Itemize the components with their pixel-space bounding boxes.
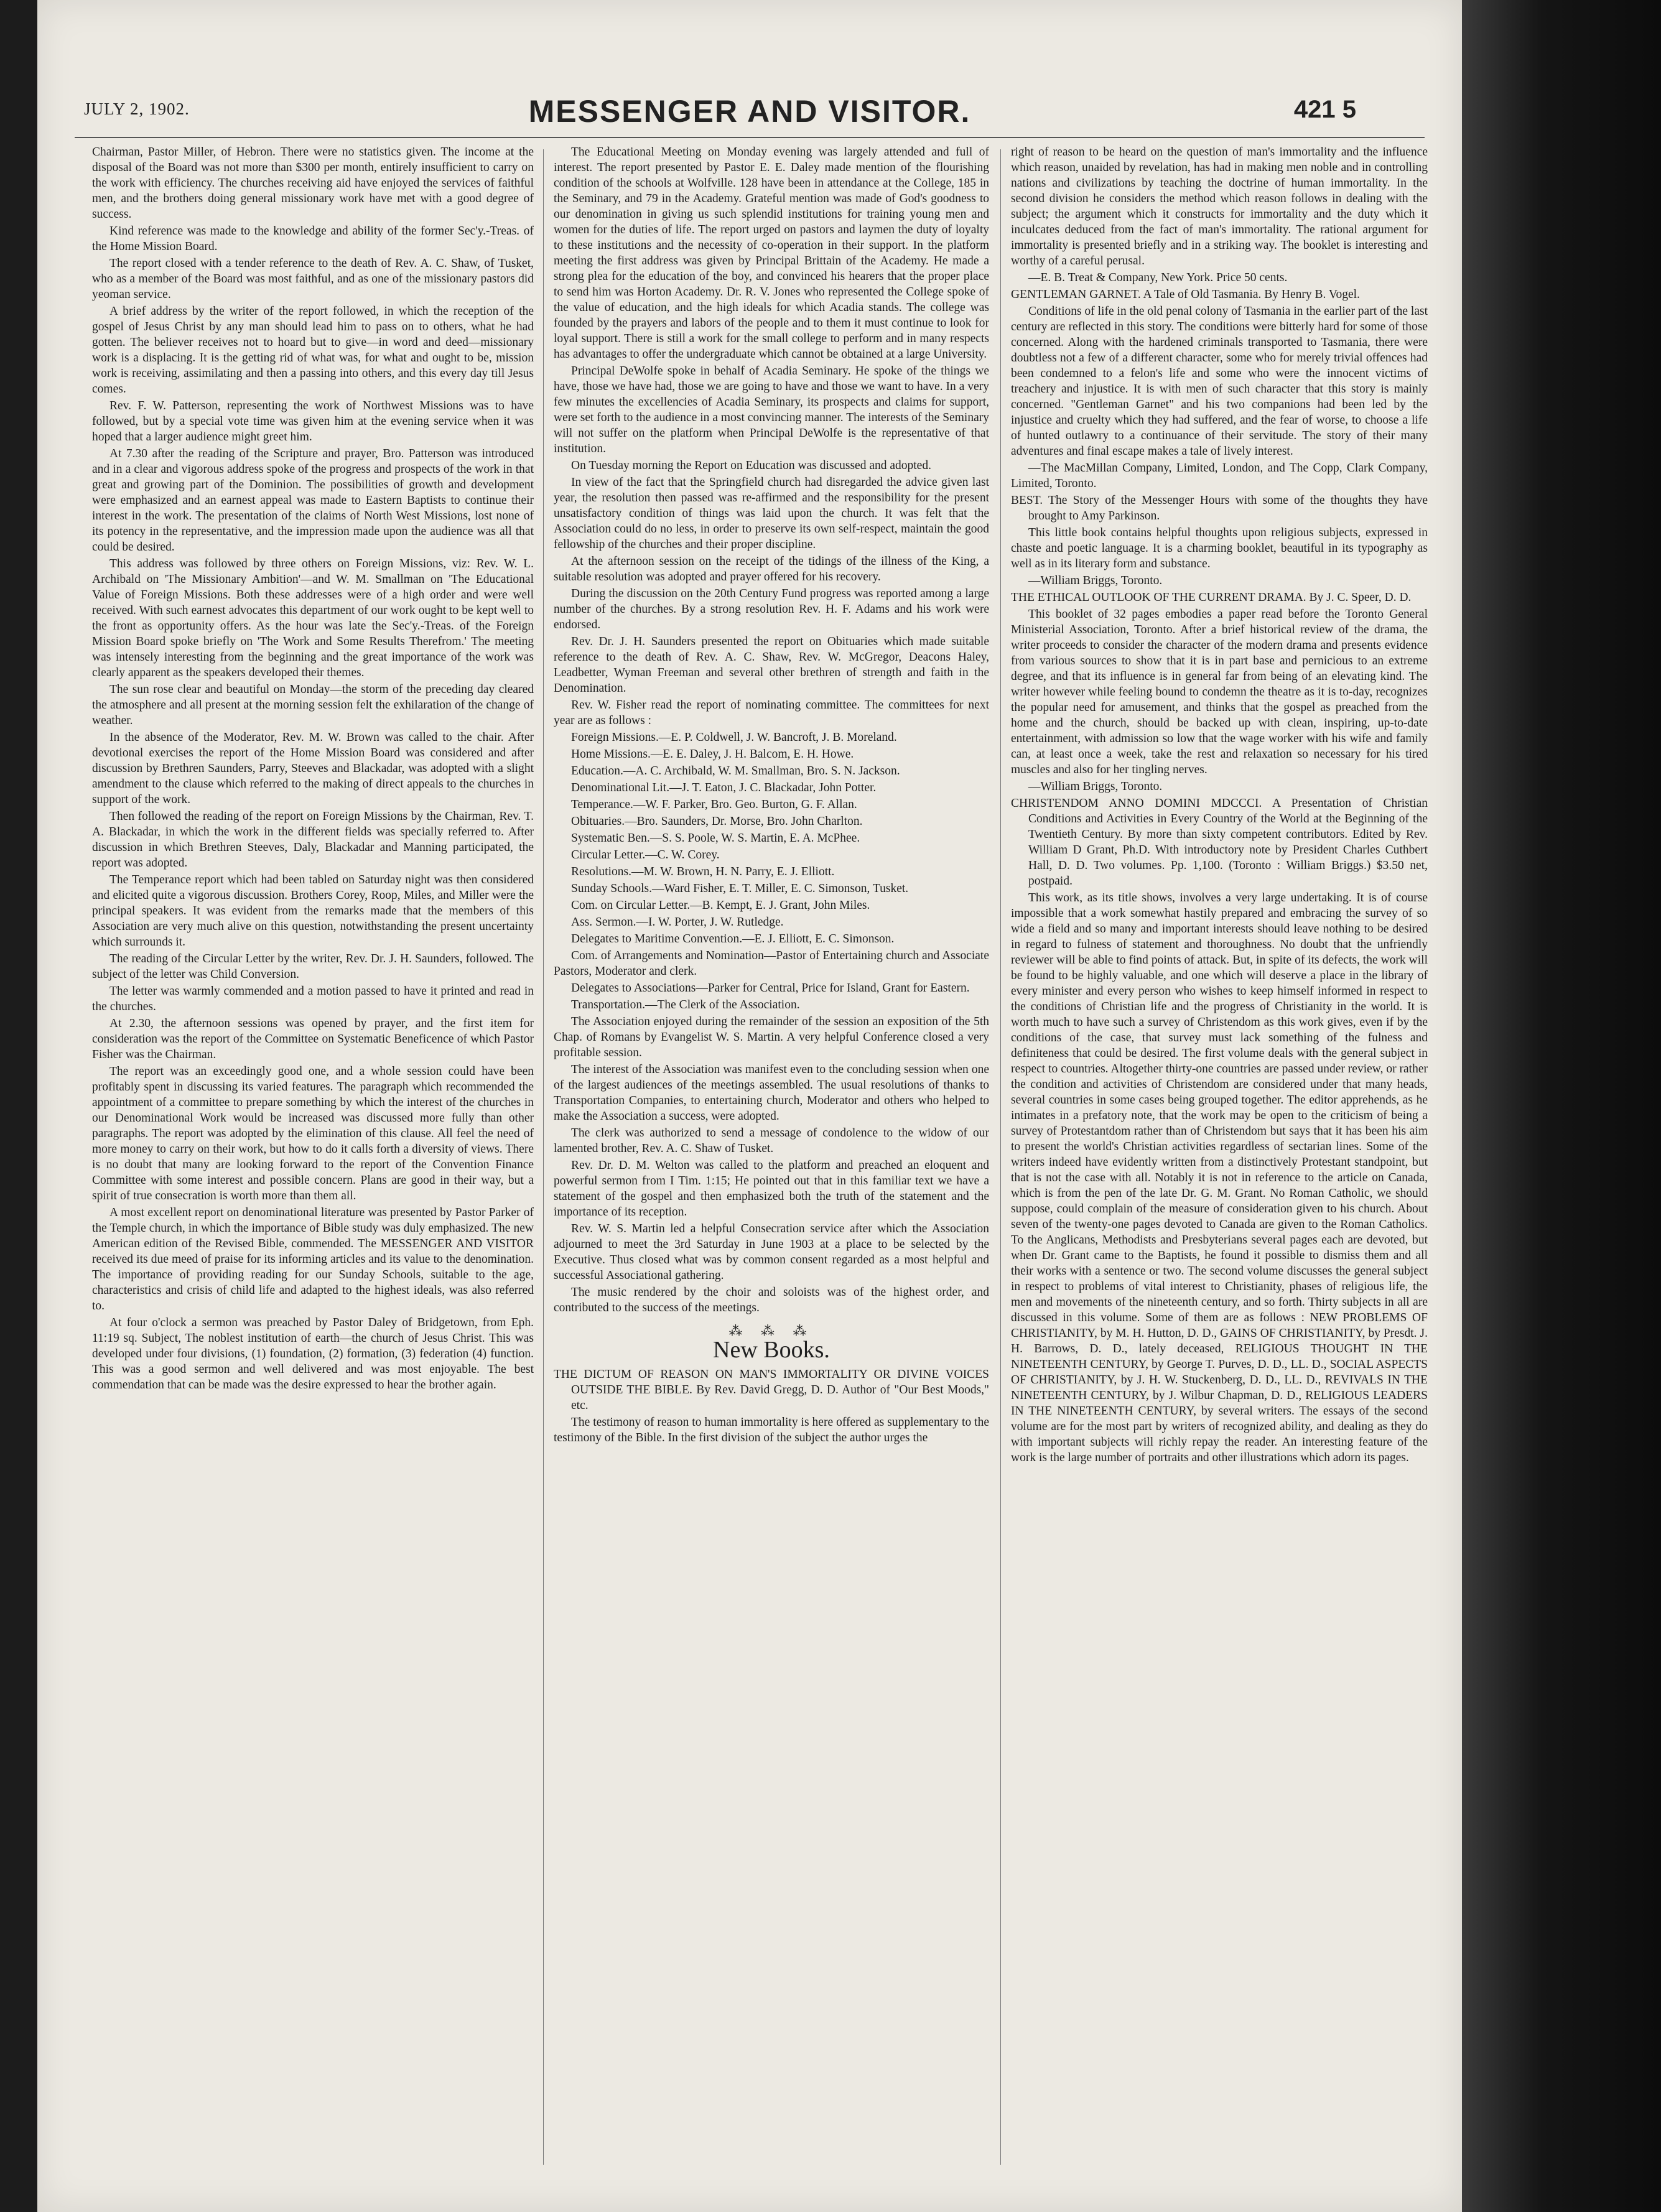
article-paragraph: The reading of the Circular Letter by the writer, Rev. Dr. J. H. Saunders, followed. The subject of the letter was Child Conversion. [92, 952, 534, 981]
scan-edge [1462, 0, 1661, 2212]
column-3 [1011, 144, 1428, 2197]
article-paragraph: GENTLEMAN GARNET. A Tale of Old Tasmania. By Henry B. Vogel. [1011, 288, 1360, 301]
article-paragraph: This little book contains helpful thoughts upon religious subjects, expressed in chaste and poetic language. It is a charming booklet, beautiful in its typography as well as in its literary form and substance. [1011, 526, 1428, 570]
article-paragraph: CHRISTENDOM ANNO DOMINI MDCCCI. A Presentation of Christian Conditions and Activities in Every Country of the World at the Beginning of the Twentieth Century. By more than sixty competent contributors. Edited by Rev. William D Grant, Ph.D. With introductory note by President Charles Cuthbert Hall, D. D. Two volumes. Pp. 1,100. (Toronto : William Briggs.) $3.50 net, postpaid. [1011, 797, 1428, 888]
article-paragraph: Systematic Ben.—S. S. Poole, W. S. Martin, E. A. McPhee. [571, 832, 860, 845]
article-paragraph: Circular Letter.—C. W. Corey. [571, 848, 720, 862]
article-paragraph: Temperance.—W. F. Parker, Bro. Geo. Burton, G. F. Allan. [571, 798, 857, 811]
article-paragraph: Delegates to Associations—Parker for Central, Price for Island, Grant for Eastern. [571, 982, 970, 995]
article-paragraph: In the absence of the Moderator, Rev. M. W. Brown was called to the chair. After devotional exercises the report of the Home Mission Board was considered and after discussion by Brethren Saunders, Parry, Steeves and Blackadar, was adopted with a slight amendment to the clause which referred to the making of direct appeals to the churches in support of the work. [92, 731, 534, 806]
article-paragraph: Conditions of life in the old penal colony of Tasmania in the earlier part of the last century are reflected in this story. The conditions were bitterly hard for some of those concerned. Along with the hardened criminals transported to Tasmania, there were doubtless not a few of a different character, some who for merely trivial offences had been condemned to a felon's life and some who were the innocent victims of treachery and injustice. It is with men of such character that this story is mainly concerned. "Gentleman Garnet" and his two companions had been led by the injustice and cruelty which they had suffered, and the fear of worse, to choose a life of hunted outlawry to a continuance of their servitude. The story of their many adventures and final escape makes a tale of lively interest. [1011, 305, 1428, 458]
article-paragraph: Rev. Dr. D. M. Welton was called to the platform and preached an eloquent and powerful sermon from I Tim. 1:15; He pointed out that in this familiar text we have a statement of the gospel and then emphasized both the truth of the statement and the importance of its reception. [554, 1159, 989, 1219]
article-paragraph: Com. of Arrangements and Nomination—Pastor of Entertaining church and Associate Pastors, Moderator and clerk. [554, 949, 989, 978]
masthead-title: MESSENGER AND VISITOR. [528, 94, 971, 129]
article-paragraph: The Association enjoyed during the remainder of the session an exposition of the 5th Chap. of Romans by Evangelist W. S. Martin. A very helpful Conference closed a very profitable session. [554, 1015, 989, 1059]
article-paragraph: —William Briggs, Toronto. [1028, 780, 1163, 793]
column-divider [543, 149, 544, 2165]
article-paragraph: Rev. W. Fisher read the report of nominating committee. The committees for next year are as follows : [554, 699, 989, 727]
column-2 [554, 144, 989, 2197]
ornament-divider: ⁂ ⁂ ⁂ [728, 1323, 814, 1339]
article-paragraph: —E. B. Treat & Company, New York. Price 50 cents. [1028, 271, 1288, 284]
newspaper-page [37, 0, 1462, 2212]
article-paragraph: At four o'clock a sermon was preached by Pastor Daley of Bridgetown, from Eph. 11:19 sq. Subject, The noblest institution of earth—the church of Jesus Christ. This was developed under four divisions, (1) foundation, (2) formation, (3) federation (4) function. This was a good sermon and well delivered and was most enjoyable. The best commendation that can be made was the desire expressed to hear the brother again. [92, 1316, 534, 1392]
header-rule [75, 137, 1425, 138]
article-paragraph: BEST. The Story of the Messenger Hours with some of the thoughts they have brought to Amy Parkinson. [1011, 494, 1428, 523]
column-1 [92, 144, 534, 2197]
article-paragraph: Rev. W. S. Martin led a helpful Consecration service after which the Association adjourned to meet the 3rd Saturday in June 1903 at a place to be selected by the Executive. Thus closed what was by common consent regarded as a most helpful and successful Associational gathering. [554, 1222, 989, 1282]
article-paragraph: The music rendered by the choir and soloists was of the highest order, and contributed to the success of the meetings. [554, 1286, 989, 1314]
new-books-heading: New Books. [713, 1337, 830, 1363]
article-paragraph: Home Missions.—E. E. Daley, J. H. Balcom, E. H. Howe. [571, 748, 854, 761]
article-paragraph: At 2.30, the afternoon sessions was opened by prayer, and the first item for consideration was the report of the Committee on Systematic Beneficence of which Pastor Fisher was the Chairman. [92, 1017, 534, 1061]
article-paragraph: right of reason to be heard on the question of man's immortality and the influence which reason, unaided by revelation, has had in making men noble and in controlling nations and civilizations by teaching the doctrine of human immortality. In the second division he considers the method which reason follows in dealing with the subject; the argument which it constructs for immortality and the duty which it inculcates deduced from the fact of man's immortality. The rational argument for immortality is presented briefly and in a striking way. The booklet is interesting and worthy of a careful perusal. [1011, 146, 1428, 267]
article-paragraph: Rev. Dr. J. H. Saunders presented the report on Obituaries which made suitable reference to the death of Rev. A. C. Shaw, Rev. W. McGregor, Deacons Haley, Leadbetter, Wyman Freeman and several other brethren of strength and faith in the Denomination. [554, 635, 989, 695]
book-review-paragraph: The testimony of reason to human immortality is here offered as supplementary to the testimony of the Bible. In the first division of the subject the author urges the [554, 1416, 989, 1444]
article-paragraph: Transportation.—The Clerk of the Association. [571, 998, 800, 1011]
article-paragraph: The letter was warmly commended and a motion passed to have it printed and read in the churches. [92, 985, 534, 1013]
article-paragraph: Chairman, Pastor Miller, of Hebron. There were no statistics given. The income at the disposal of the Board was not more than $300 per month, entirely insufficient to carry on the work with efficiency. The churches receiving aid have enjoyed the services of faithful men, and the brothers doing general missionary work have met with a good degree of success. [92, 146, 534, 221]
page-header [37, 93, 1462, 131]
article-paragraph: The sun rose clear and beautiful on Monday—the storm of the preceding day cleared the atmosphere and all present at the morning session felt the exhilaration of the change of weather. [92, 683, 534, 727]
article-paragraph: Resolutions.—M. W. Brown, H. N. Parry, E. J. Elliott. [571, 865, 835, 878]
article-paragraph: Principal DeWolfe spoke in behalf of Acadia Seminary. He spoke of the things we have, those we have had, those we are going to have and those we want to have. In a very few minutes the excellencies of Acadia Seminary, its prospects and claims for support, were set forth to the audience in a most convincing manner. The interests of the Seminary will not suffer on the platform when Principal DeWolfe is the representative of that institution. [554, 365, 989, 455]
article-paragraph: Com. on Circular Letter.—B. Kempt, E. J. Grant, John Miles. [571, 899, 870, 912]
article-paragraph: The interest of the Association was manifest even to the concluding session when one of the largest audiences of the meetings assembled. The usual resolutions of thanks to Transportation Companies, to entertaining church, Moderator and others who helped to make the Association a success, were adopted. [554, 1063, 989, 1123]
article-paragraph: Foreign Missions.—E. P. Coldwell, J. W. Bancroft, J. B. Moreland. [571, 731, 897, 744]
article-paragraph: —William Briggs, Toronto. [1028, 574, 1163, 587]
article-paragraph: Ass. Sermon.—I. W. Porter, J. W. Rutledge. [571, 916, 784, 929]
article-paragraph: Obituaries.—Bro. Saunders, Dr. Morse, Bro. John Charlton. [571, 815, 863, 828]
article-paragraph: During the discussion on the 20th Century Fund progress was reported among a large number of the churches. By a strong resolution Rev. H. F. Adams and his work were endorsed. [554, 587, 989, 631]
article-paragraph: The report was an exceedingly good one, and a whole session could have been profitably spent in discussing its varied features. The paragraph which recommended the appointment of a committee to prepare something by which the interest of the churches in our Denominational Work would be increased was discussed more fully than other paragraphs. The report was adopted by the elimination of this clause. All feel the need of more money to carry on their work, but how to do it calls forth a diversity of views. There is no doubt that many are looking forward to the report of the Convention Finance Committee with some interest and possible concern. Plans are good in their way, but a spirit of true consecration is worth more than them all. [92, 1065, 534, 1202]
issue-date: JULY 2, 1902. [84, 100, 190, 118]
article-paragraph: At 7.30 after the reading of the Scripture and prayer, Bro. Patterson was introduced and in a clear and vigorous address spoke of the progress and prospects of the work in that great and growing part of the Dominion. The possibilities of growth and development were emphasized and an earnest appeal was made to Eastern Baptists to continue their interest in the work. The presentation of the claims of North West Missions, lost none of its potency in the representative, and the impression made upon the audience was all that could be desired. [92, 447, 534, 554]
article-paragraph: This address was followed by three others on Foreign Missions, viz: Rev. W. L. Archibald on 'The Missionary Ambition'—and W. M. Smallman on 'The Educational Value of Foreign Missions. Both these addresses were of a high order and were well received. With such earnest advocates this department of our work ought to be kept well to the front as opportunity offers. As the hour was late the Sec'y.-Treas. of the Foreign Mission Board spoke briefly on 'The Work and Some Results Therefrom.' The meeting was intensely interesting from the beginning and the great importance of the work was clearly apparent as the speakers developed their themes. [92, 557, 534, 679]
article-paragraph: The Educational Meeting on Monday evening was largely attended and full of interest. The report presented by Pastor E. E. Daley made mention of the flourishing condition of the schools at Wolfville. 128 have been in attendance at the College, 185 in the Seminary, and 79 in the Academy. Grateful mention was made of God's goodness to our denomination in giving us such splendid institutions for training young men and women for the duties of life. The report urged on pastors and laymen the duty of loyalty to these institutions and the necessity of co-operation in their support. In the platform meeting the first address was given by Principal Brittain of the Academy. He made a strong plea for the education of the boy, and convinced his hearers that the proper place to send him was Horton Academy. Dr. R. V. Jones who represented the College spoke of the value of education, and the high ideals for which Acadia stands. The college was founded by the prayers and labors of the people and to them it must continue to look for loyal support. There is still a work for the small college to perform and in many respects has advantages to offer the undergraduate which cannot be obtained at a large University. [554, 146, 989, 361]
column-divider [1000, 149, 1001, 2165]
article-paragraph: The Temperance report which had been tabled on Saturday night was then considered and elicited quite a vigorous discussion. Brothers Corey, Roop, Miles, and Miller were the principal speakers. It was evident from the remarks made that the members of this Association are very much alive on this question, notwithstanding the present uncertainty which surrounds it. [92, 873, 534, 949]
article-paragraph: At the afternoon session on the receipt of the tidings of the illness of the King, a suitable resolution was adopted and prayer offered for his recovery. [554, 555, 989, 583]
article-paragraph: A most excellent report on denominational literature was presented by Pastor Parker of the Temple church, in which the importance of Bible study was duly emphasized. The new American edition of the Revised Bible, commended. The MESSENGER AND VISITOR received its due meed of praise for its informing articles and its value to the denomination. The importance of providing reading for our Sunday Schools, suitable to the age, characteristics and crisis of child life and adapted to the highest ideals, was also referred to. [92, 1206, 534, 1313]
article-paragraph: Kind reference was made to the knowledge and ability of the former Sec'y.-Treas. of the Home Mission Board. [92, 225, 534, 253]
article-paragraph: Sunday Schools.—Ward Fisher, E. T. Miller, E. C. Simonson, Tusket. [571, 882, 909, 895]
article-paragraph: Denominational Lit.—J. T. Eaton, J. C. Blackadar, John Potter. [571, 781, 877, 794]
article-paragraph: The clerk was authorized to send a message of condolence to the widow of our lamented brother, Rev. A. C. Shaw of Tusket. [554, 1127, 989, 1155]
article-paragraph: Rev. F. W. Patterson, representing the work of Northwest Missions was to have followed, but by a special vote time was given him at the evening service when it was hoped that a larger audience might greet him. [92, 399, 534, 444]
book-title-entry: THE DICTUM OF REASON ON MAN'S IMMORTALITY OR DIVINE VOICES OUTSIDE THE BIBLE. By Rev. David Gregg, D. D. Author of "Our Best Moods," etc. [554, 1368, 989, 1412]
article-paragraph: Delegates to Maritime Convention.—E. J. Elliott, E. C. Simonson. [571, 932, 895, 946]
article-paragraph: THE ETHICAL OUTLOOK OF THE CURRENT DRAMA. By J. C. Speer, D. D. [1011, 591, 1412, 604]
article-paragraph: On Tuesday morning the Report on Education was discussed and adopted. [571, 459, 931, 472]
article-paragraph: Then followed the reading of the report on Foreign Missions by the Chairman, Rev. T. A. Blackadar, in which the work in the different fields was specially referred to. After discussion in which Brethren Steeves, Daly, Blackadar and Manning participated, the report was adopted. [92, 810, 534, 870]
article-paragraph: In view of the fact that the Springfield church had disregarded the advice given last year, the resolution then passed was re-affirmed and the responsibility for the present unsatisfactory condition of things was laid upon the church. It was felt that the Association could do no less, in order to preserve its own self-respect, maintain the good fellowship of the churches and their proper discipline. [554, 476, 989, 551]
column-2-body [554, 144, 989, 1316]
article-paragraph: The report closed with a tender reference to the death of Rev. A. C. Shaw, of Tusket, who as a member of the Board was most faithful, and as one of the missionary pastors did yeoman service. [92, 257, 534, 301]
article-paragraph: —The MacMillan Company, Limited, London, and The Copp, Clark Company, Limited, Toronto. [1011, 462, 1428, 490]
article-paragraph: Education.—A. C. Archibald, W. M. Smallman, Bro. S. N. Jackson. [571, 764, 900, 778]
article-paragraph: This booklet of 32 pages embodies a paper read before the Toronto General Ministerial Association, Toronto. After a brief historical review of the drama, the writer proceeds to consider the character of the modern drama and presents evidence from various sources to show that it is in part base and pernicious to an extreme degree, and that its influence is in general far from being of an elevating kind. The writer however while feeling bound to condemn the theatre as it is to-day, recognizes the popular need for amusement, and thinks that the gospel as preached from the home and the church, should be backed up with clean, inspiring, up-to-date entertainment, with admission so low that the wage worker with his wife and family can, at least once a week, take the rest and relaxation so necessary for his tired muscles and also for her tingling nerves. [1011, 608, 1428, 776]
article-paragraph: This work, as its title shows, involves a very large undertaking. It is of course impossible that a work somewhat hastily prepared and embracing the survey of so wide a field and so many and important interests should leave nothing to be desired in regard to fulness of statement and thoroughness. No doubt that the unfriendly reviewer will be able to find points of attack. But, in spite of its defects, the work will be found to be highly valuable, and one which will deserve a place in the library of every minister and every person who wishes to keep himself informed in respect to the conditions of Christian life and the progress of Christianity in the world. It is worth much to have such a survey of Christendom as this work gives, even if by the conditions of the case, that survey must lack something of the fulness and definiteness that could be desired. The first volume deals with the general subject in respect to countries. Altogether thirty-one countries are passed under review, or rather the condition and activities of Christendom are considered under that many heads, several countries in some cases being grouped together. The editor apprehends, as he intimates in a prefatory note, that the work may be open to the criticism of being a survey of Protestantdom rather than of Christendom but says that it has been his aim to present the world's Christian activities regardless of sectarian lines. Some of the writers indeed have evidently written from a distinctively Protestant standpoint, but that is not the case with all. Notably it is not in reference to the article on Canada, which is from the pen of the late Dr. G. M. Grant. No Roman Catholic, we should suppose, could complain of the measure of consideration given to his church. About seven of the twenty-one pages devoted to Canada are given to the Roman Catholics. To the Anglicans, Methodists and Presbyterians several pages each are devoted, but when Dr. Grant came to the Baptists, he found it possible to dismiss them and all their works with a sentence or two. The second volume discusses the general subject in respect to problems of vital interest to Christianity, phases of religious life, the men and movements of the nineteenth century, and so forth. Thirty subjects in all are discussed in this volume. Some of them are as follows : NEW PROBLEMS OF CHRISTIANITY, by M. H. Hutton, D. D., GAINS OF CHRISTIANITY, by Presdt. J. H. Barrows, D. D., lately deceased, RELIGIOUS THOUGHT IN THE NINETEENTH CENTURY, by George T. Purves, D. D., LL. D., SOCIAL ASPECTS OF CHRISTIANITY, by J. H. W. Stuckenberg, D. D., LL. D., REVIVALS IN THE NINETEENTH CENTURY, by J. Wilbur Chapman, D. D., RELIGIOUS LEADERS IN THE NINETEENTH CENTURY, by several writers. The essays of the second volume are for the most part by writers of recognized ability, and dealing as they do with important subjects will richly repay the reader. An interesting feature of the work is the large number of portraits and other illustrations which adorn its pages. [1011, 891, 1428, 1464]
article-paragraph: A brief address by the writer of the report followed, in which the reception of the gospel of Jesus Christ by any man should lead him to pass on to others, what he had gotten. The believer receives not to hoard but to give—in word and deed—missionary work is a displacing. It is the getting rid of what was, for what and ought to be, mission work is receiving, assimilating and then a passing into others, and this every day till Jesus comes. [92, 305, 534, 396]
page-number: 421 5 [1293, 96, 1356, 123]
